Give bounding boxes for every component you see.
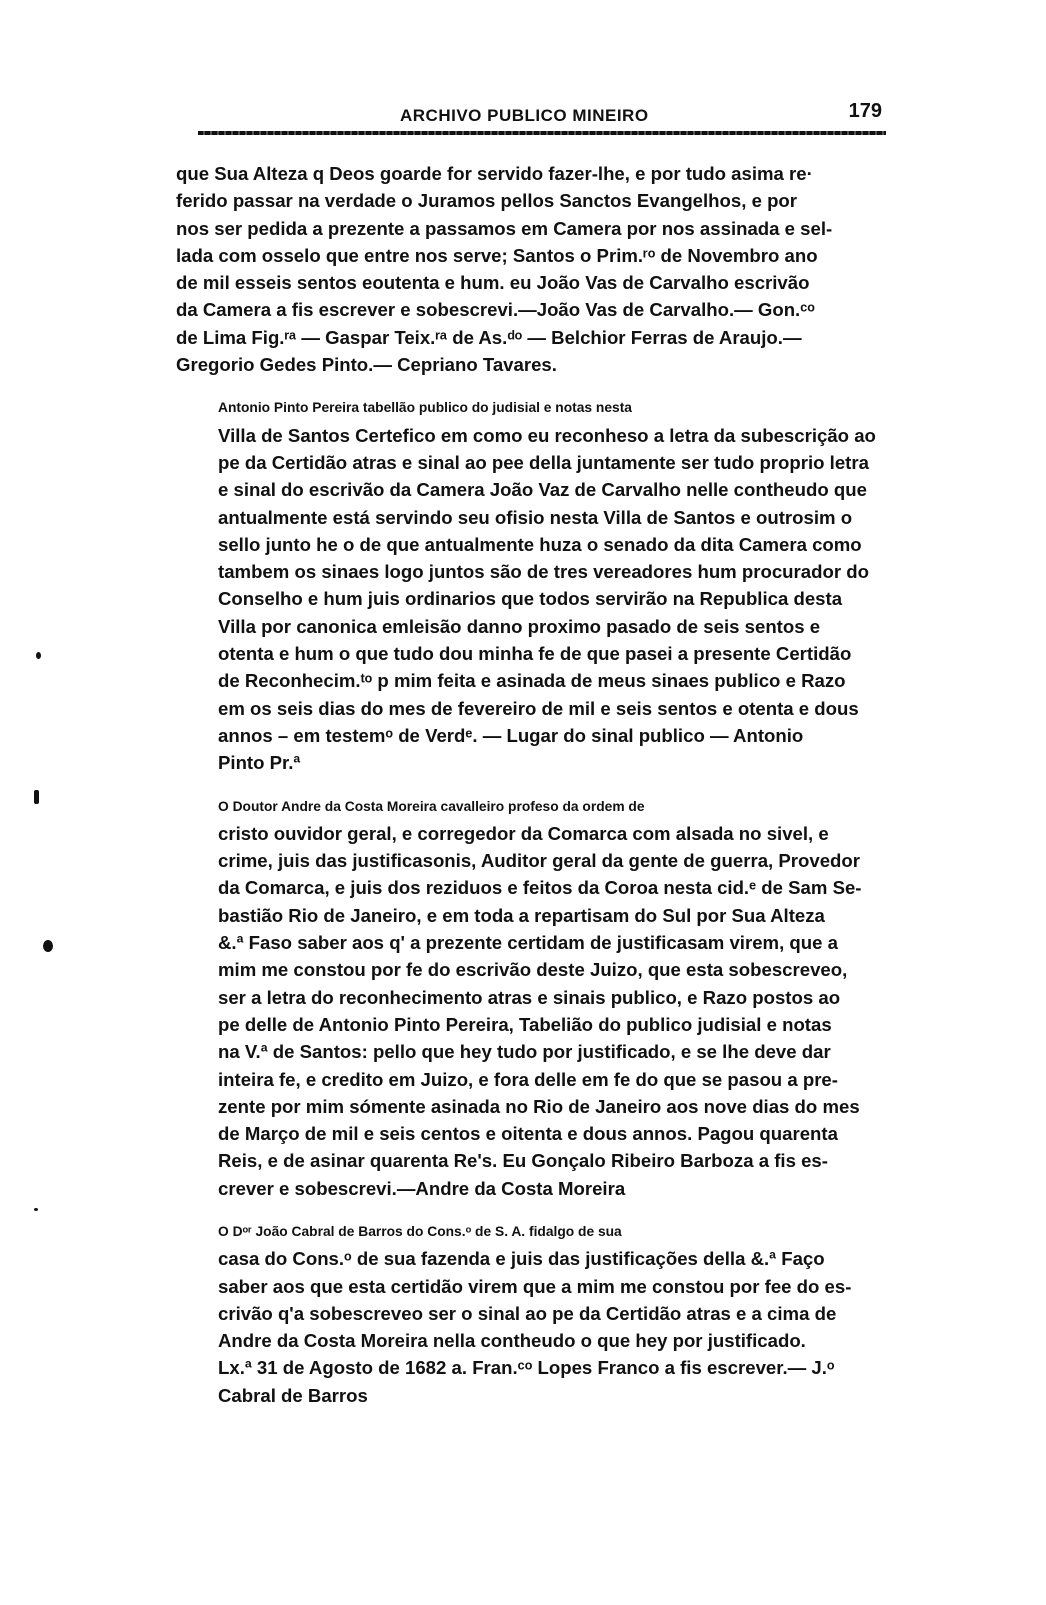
text-line: nos ser pedida a prezente a passamos em Camera por nos assinada e sel-	[176, 217, 833, 239]
text-line: e sinal do escrivão da Camera João Vaz de Carvalho nelle contheudo que	[218, 479, 867, 501]
text-line: &.ª Faso saber aos q' a prezente certidam de justificasam virem, que a	[218, 932, 838, 954]
text-line: pe da Certidão atras e sinal ao pee della juntamente ser tudo proprio letra	[218, 451, 869, 473]
margin-speck	[43, 940, 53, 952]
text-line: Lx.ª 31 de Agosto de 1682 a. Fran.ᶜᵒ Lopes Franco a fis escrever.— J.ᵒ	[218, 1357, 835, 1379]
text-line: otenta e hum o que tudo dou minha fe de que pasei a presente Certidão	[218, 643, 852, 665]
paragraph	[176, 394, 888, 776]
text-line: ferido passar na verdade o Juramos pellos Sanctos Evangelhos, e por	[176, 190, 798, 212]
text-line: O Doutor Andre da Costa Moreira cavalleiro profeso da ordem de	[218, 798, 645, 814]
text-line: Reis, e de asinar quarenta Re's. Eu Gonçalo Ribeiro Barboza a fis es-	[218, 1150, 828, 1172]
text-line: de Março de mil e seis centos e oitenta e dous annos. Pagou quarenta	[218, 1123, 838, 1145]
text-line: crime, juis das justificasonis, Auditor geral da gente de guerra, Provedor	[218, 850, 861, 872]
text-line: crever e sobescrevi.—Andre da Costa Moreira	[218, 1177, 626, 1199]
text-line: em os seis dias do mes de fevereiro de mil e seis sentos e otenta e dous	[218, 697, 859, 719]
text-line: Gregorio Gedes Pinto.— Cepriano Tavares.	[176, 354, 557, 376]
margin-speck	[36, 652, 41, 659]
text-line: cristo ouvidor geral, e corregedor da Comarca com alsada no sivel, e	[218, 822, 829, 844]
running-head	[168, 100, 890, 140]
text-line: tambem os sinaes logo juntos são de tres vereadores hum procurador do	[218, 561, 869, 583]
text-line: na V.ª de Santos: pello que hey tudo por justificado, e se lhe deve dar	[218, 1041, 831, 1063]
text-line: Andre da Costa Moreira nella contheudo o que hey por justificado.	[218, 1330, 806, 1352]
text-line: mim me constou por fe do escrivão deste Juizo, que esta sobescreveo,	[218, 959, 848, 981]
text-line: Antonio Pinto Pereira tabellão publico do judisial e notas nesta	[218, 400, 632, 416]
text-line: sello junto he o de que antualmente huza o senado da dita Camera como	[218, 533, 862, 555]
text-line: ser a letra do reconhecimento atras e sinais publico, e Razo postos ao	[218, 986, 841, 1008]
body-text	[176, 160, 888, 1409]
text-line: de Lima Fig.ʳᵃ — Gaspar Teix.ʳᵃ de As.ᵈᵒ — Belchior Ferras de Araujo.—	[176, 326, 802, 348]
text-line: Villa de Santos Certefico em como eu reconheso a letra da subescrição ao	[218, 424, 876, 446]
text-line: de Reconhecim.ᵗᵒ p mim feita e asinada de meus sinaes publico e Razo	[218, 670, 846, 692]
text-line: annos – em testemᵒ de Verdᵉ. — Lugar do sinal publico — Antonio	[218, 724, 804, 746]
text-line: bastião Rio de Janeiro, e em toda a repartisam do Sul por Sua Alteza	[218, 904, 825, 926]
text-line: saber aos que esta certidão virem que a mim me constou por fee do es-	[218, 1275, 852, 1297]
paragraph	[176, 1218, 888, 1409]
paragraph	[176, 160, 888, 378]
text-line: lada com osselo que entre nos serve; Santos o Prim.ʳᵒ de Novembro ano	[176, 244, 818, 266]
text-line: Conselho e hum juis ordinarios que todos servirão na Republica desta	[218, 588, 843, 610]
page-number: 179	[848, 100, 882, 122]
text-line: que Sua Alteza q Deos goarde for servido fazer-lhe, e por tudo asima re·	[176, 163, 813, 184]
header-rule	[198, 131, 886, 135]
text-line: zente por mim sómente asinada no Rio de Janeiro aos nove dias do mes	[218, 1095, 860, 1117]
text-line: inteira fe, e credito em Juizo, e fora delle em fe do que se pasou a pre-	[218, 1068, 838, 1090]
text-line: crivão q'a sobescreveo ser o sinal ao pe da Certidão atras e a cima de	[218, 1302, 837, 1324]
text-line: Villa por canonica emleisão danno proximo pasado de seis sentos e	[218, 615, 821, 637]
margin-speck	[34, 1208, 38, 1211]
text-line: Pinto Pr.ª	[218, 752, 301, 774]
text-line: da Camera a fis escrever e sobescrevi.—João Vas de Carvalho.— Gon.ᶜᵒ	[176, 299, 815, 321]
text-line: casa do Cons.ᵒ de sua fazenda e juis das justificações della &.ª Faço	[218, 1248, 825, 1270]
header-title: ARCHIVO PUBLICO MINEIRO	[400, 106, 649, 125]
text-line: pe delle de Antonio Pinto Pereira, Tabelião do publico judisial e notas	[218, 1013, 832, 1035]
text-line: antualmente está servindo seu ofisio nesta Villa de Santos e outrosim o	[218, 506, 853, 528]
paragraph	[176, 793, 888, 1202]
text-line: da Comarca, e juis dos reziduos e feitos da Coroa nesta cid.ᵉ de Sam Se-	[218, 877, 862, 899]
margin-speck	[34, 790, 39, 804]
text-line: Cabral de Barros	[218, 1384, 368, 1406]
text-line: de mil esseis sentos eoutenta e hum. eu João Vas de Carvalho escrivão	[176, 272, 810, 294]
text-line: O Dᵒʳ João Cabral de Barros do Cons.ᵒ de S. A. fidalgo de sua	[218, 1223, 622, 1239]
